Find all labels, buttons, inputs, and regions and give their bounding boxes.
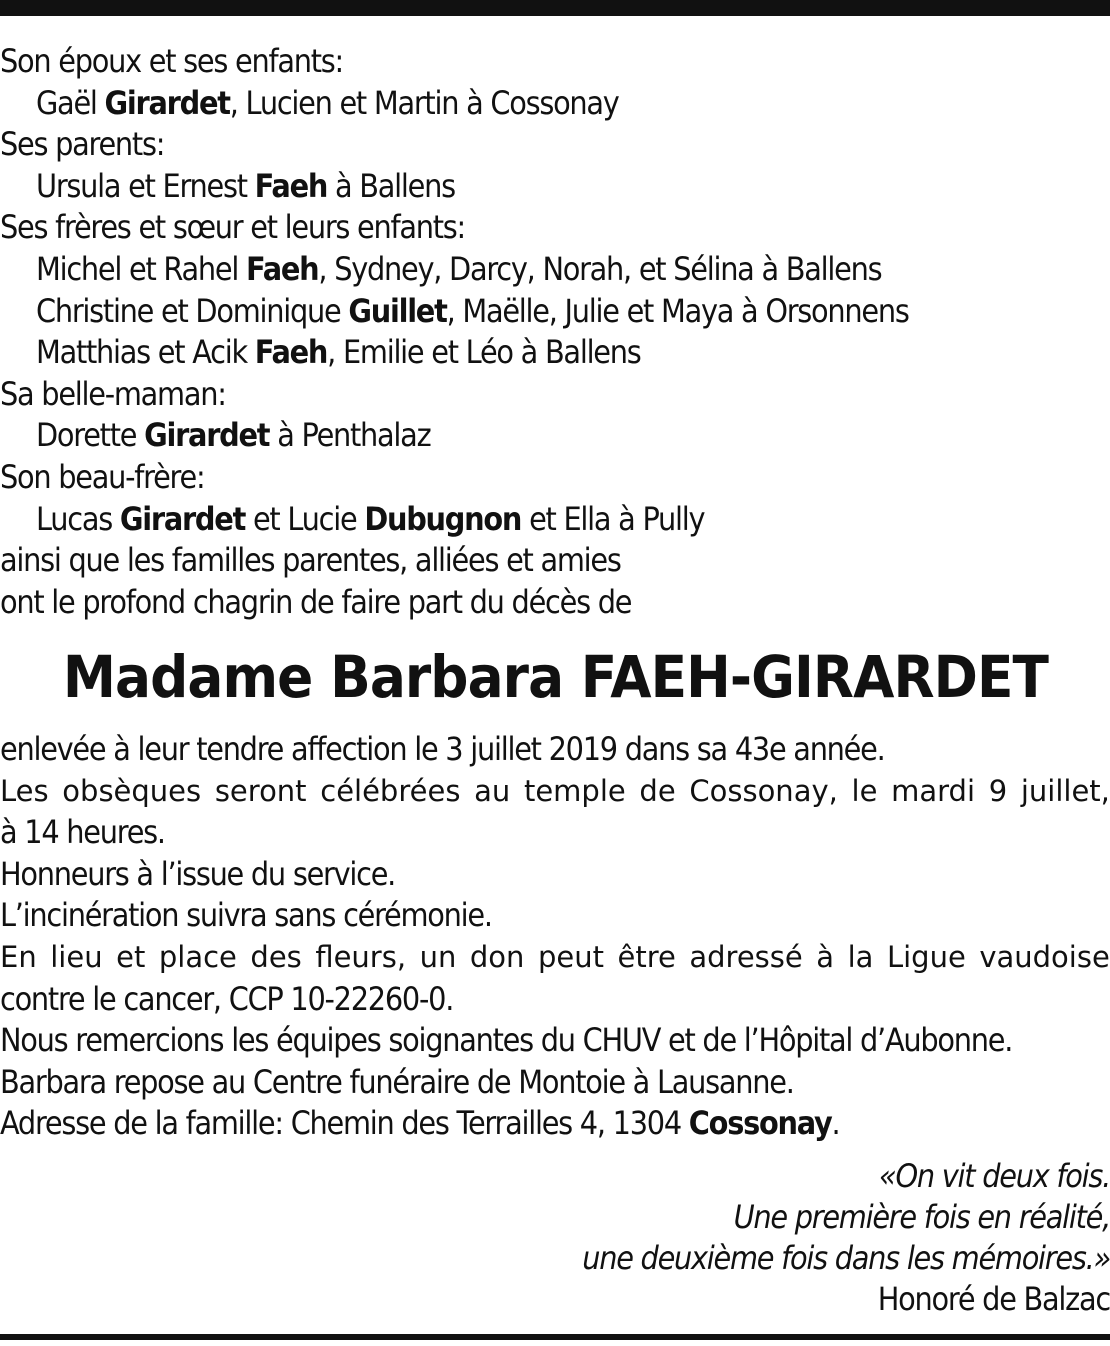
family-surname: Faeh — [245, 249, 319, 288]
justified-word: place — [158, 939, 237, 974]
quote-line-3: une deuxième fois dans les mémoires.» — [582, 1239, 1110, 1277]
justified-word: fleurs, — [315, 939, 407, 974]
balzac-quote — [0, 1156, 1110, 1320]
adresse-city: Cossonay — [688, 1104, 832, 1143]
justified-word: un — [419, 939, 457, 974]
family-heading: Son beau-frère: — [0, 457, 205, 496]
family-text: , Sydney, Darcy, Norah, et Sélina à Ballens — [318, 249, 882, 288]
family-text: Michel et Rahel — [36, 249, 246, 288]
family-text: et Ella à Pully — [521, 499, 705, 538]
family-member-line — [0, 249, 999, 291]
family-text: Christine et Dominique — [36, 291, 349, 330]
family-text: Gaël — [36, 83, 105, 122]
detail-remerciements: Nous remercions les équipes soignantes du CHUV et de l’Hôpital d’Aubonne. — [0, 1021, 1013, 1060]
justified-word: temple — [523, 773, 626, 808]
adresse-prefix: Adresse de la famille: Chemin des Terrailles 4, 1304 — [0, 1104, 689, 1143]
justified-word: des — [250, 939, 302, 974]
detail-obseques-justified — [0, 771, 1110, 813]
family-heading: Son époux et ses enfants: — [0, 42, 343, 80]
family-heading: Ses parents: — [0, 125, 165, 164]
justified-word: juillet, — [1020, 773, 1110, 808]
family-member-line — [0, 291, 999, 333]
family-text: et Lucie — [245, 499, 365, 538]
family-text: , Maëlle, Julie et Maya à Orsonnens — [446, 291, 909, 330]
deceased-name-text: Madame Barbara FAEH-GIRARDET — [62, 643, 1048, 711]
family-heading: Sa belle-maman: — [0, 374, 226, 413]
intro-line: ainsi que les familles parentes, alliées et amies — [0, 541, 621, 580]
justified-word: à — [816, 939, 835, 974]
family-surname: Girardet — [104, 83, 230, 122]
justified-word: mardi — [891, 773, 976, 808]
justified-word: Les — [0, 773, 49, 808]
family-text: , Lucien et Martin à Cossonay — [229, 83, 619, 122]
family-surname: Girardet — [144, 416, 270, 455]
family-text: Dorette — [36, 416, 145, 455]
justified-word: le — [851, 773, 878, 808]
top-rule — [0, 0, 1110, 16]
funeral-details — [0, 729, 1110, 1145]
family-member-line — [0, 166, 999, 208]
detail-obseques-time: à 14 heures. — [0, 813, 165, 852]
justified-word: obsèques — [62, 773, 202, 808]
family-text: Lucas — [36, 499, 120, 538]
justified-word: Ligue — [886, 939, 966, 974]
family-surname: Dubugnon — [364, 499, 522, 538]
detail-adresse — [0, 1103, 999, 1145]
justified-word: et — [116, 939, 146, 974]
detail-don-justified — [0, 937, 1110, 979]
family-text: à Penthalaz — [269, 416, 431, 455]
family-surname: Guillet — [348, 291, 447, 330]
justified-word: lieu — [50, 939, 103, 974]
family-member-line — [0, 83, 999, 125]
quote-line-2: Une première fois en réalité, — [733, 1198, 1110, 1236]
family-member-line — [0, 499, 999, 541]
family-text: Matthias et Acik — [36, 333, 255, 372]
detail-honneurs: Honneurs à l’issue du service. — [0, 854, 396, 893]
family-text: à Ballens — [327, 166, 455, 205]
justified-word: de — [639, 773, 676, 808]
detail-don-ccp: contre le cancer, CCP 10-22260-0. — [0, 979, 454, 1018]
deceased-name — [0, 640, 1110, 714]
family-list — [0, 41, 1110, 623]
justified-word: don — [469, 939, 525, 974]
intro-line: ont le profond chagrin de faire part du décès de — [0, 582, 632, 621]
justified-word: seront — [214, 773, 307, 808]
detail-enlevee: enlevée à leur tendre affection le 3 juillet 2019 dans sa 43e année. — [0, 730, 885, 768]
family-surname: Girardet — [119, 499, 246, 538]
detail-repose: Barbara repose au Centre funéraire de Montoie à Lausanne. — [0, 1062, 794, 1101]
family-text: Ursula et Ernest — [36, 166, 255, 205]
justified-word: 9 — [988, 773, 1008, 808]
family-text: , Emilie et Léo à Ballens — [327, 333, 641, 372]
justified-word: célébrées — [320, 773, 461, 808]
family-member-line — [0, 332, 999, 374]
family-heading: Ses frères et sœur et leurs enfants: — [0, 208, 465, 247]
justified-word: peut — [537, 939, 604, 974]
justified-word: être — [617, 939, 676, 974]
justified-word: adressé — [689, 939, 803, 974]
bottom-rule — [0, 1334, 1110, 1340]
justified-word: la — [847, 939, 874, 974]
quote-author: Honoré de Balzac — [877, 1280, 1110, 1318]
family-member-line — [0, 415, 999, 457]
justified-word: vaudoise — [979, 939, 1110, 974]
quote-line-1: «On vit deux fois. — [878, 1157, 1110, 1195]
family-surname: Faeh — [254, 333, 328, 372]
justified-word: au — [474, 773, 511, 808]
detail-incineration: L’incinération suivra sans cérémonie. — [0, 896, 492, 935]
adresse-suffix: . — [831, 1104, 840, 1143]
justified-word: En — [0, 939, 37, 974]
justified-word: Cossonay, — [689, 773, 838, 808]
family-surname: Faeh — [254, 166, 328, 205]
